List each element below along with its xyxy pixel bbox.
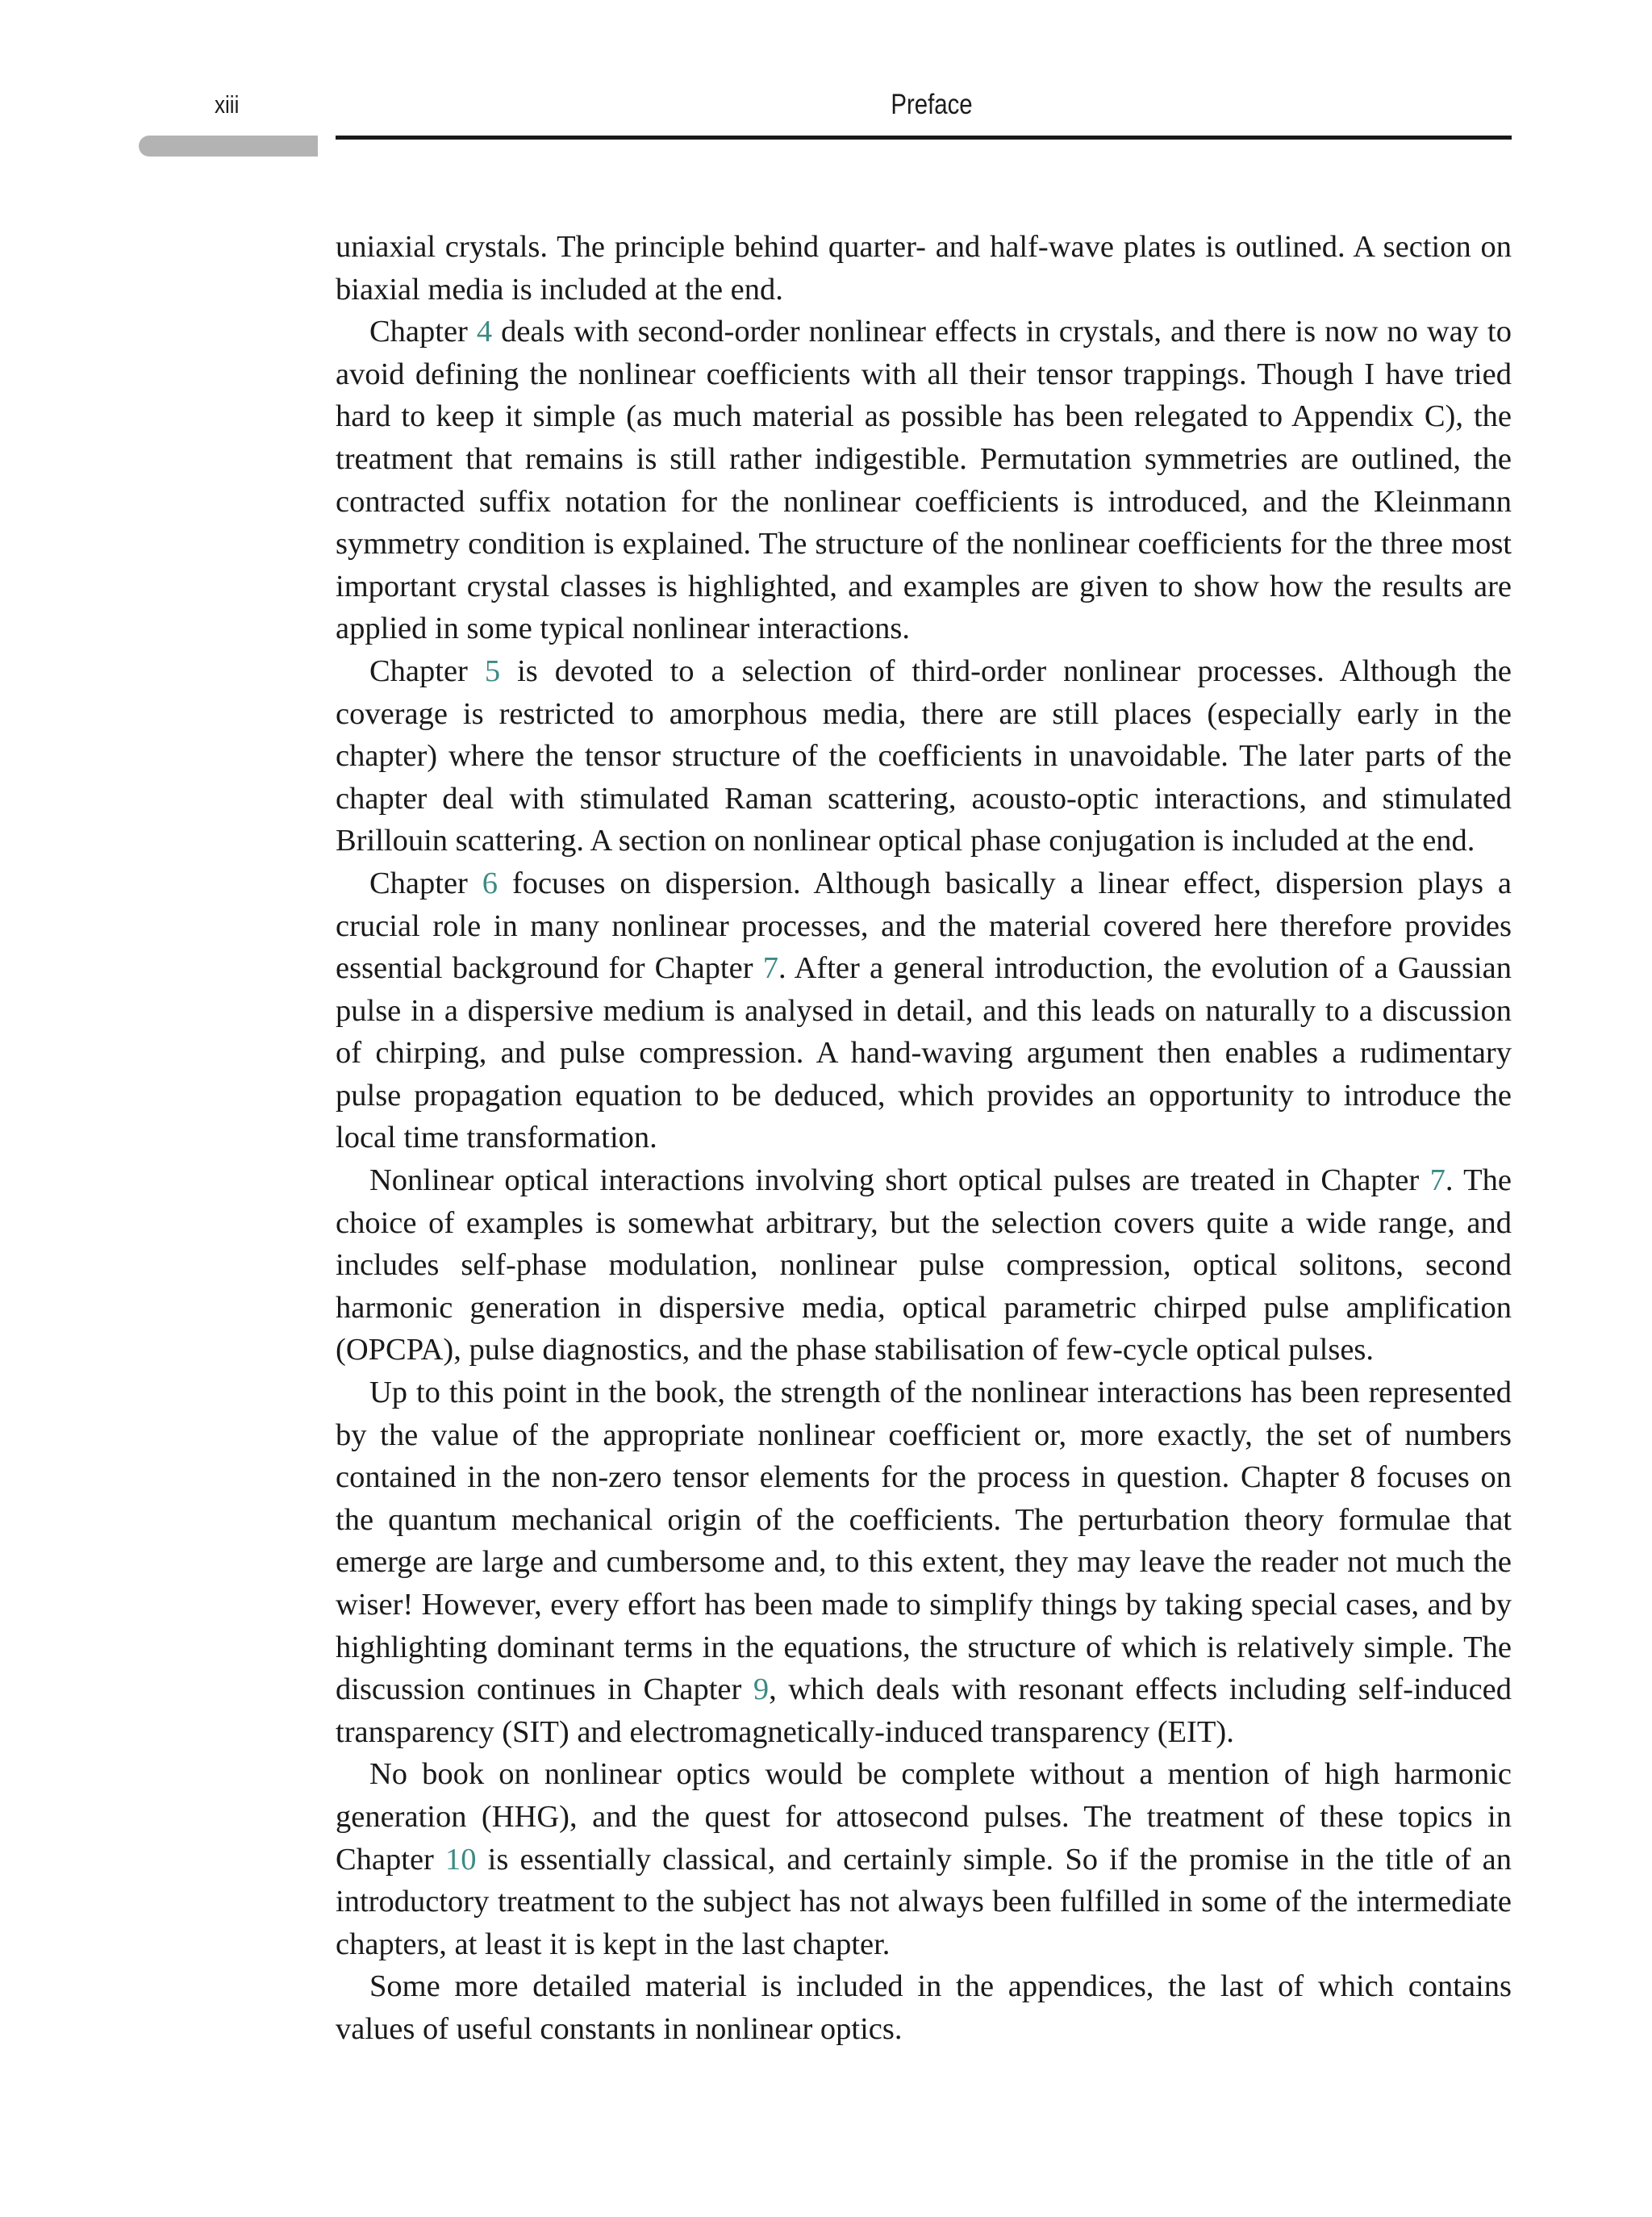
paragraph-4: Chapter 6 focuses on dispersion. Although basically a linear effect, dispersion plays a crucial role in many nonlinear processes, and the material covered here therefore provides essential background for Chapter 7. After a general introduction, the evolution of a Gaussian pulse in a dispersive medium is analysed in detail, and this leads on naturally to a discussion of chirping, and pulse compression. A hand-waving argument then enables a rudimentary pulse propagation equation to be deduced, which provides an opportunity to introduce the local time transformation. [336, 866, 1512, 1155]
chapter-link-4[interactable]: 4 [476, 315, 493, 349]
chapter-link-7b[interactable]: 7 [1429, 1163, 1446, 1198]
header-rule [336, 136, 1512, 140]
chapter-link-7[interactable]: 7 [762, 951, 778, 986]
chapter-link-6[interactable]: 6 [482, 866, 499, 900]
paragraph-1: uniaxial crystals. The principle behind quarter- and half-wave plates is outlined. A section on biaxial media is included at the end. [336, 230, 1512, 307]
paragraph-3: Chapter 5 is devoted to a selection of third-order nonlinear processes. Although the coverage is restricted to amorphous media, there are still places (especially early in the chapter) where the tensor structure of the coefficients in unavoidable. The later parts of the chapter deal with stimulated Raman scattering, acousto-optic interactions, and stimulated Brillouin scattering. A section on nonlinear optical phase conjugation is included at the end. [336, 653, 1512, 858]
paragraph-5: Nonlinear optical interactions involving short optical pulses are treated in Chapter 7. The choice of examples is somewhat arbitrary, but the selection covers quite a wide range, and includes self-phase modulation, nonlinear pulse compression, optical solitons, second harmonic generation in dispersive media, optical parametric chirped pulse amplification (OPCPA), pulse diagnostics, and the phase stabilisation of few-cycle optical pulses. [336, 1163, 1512, 1367]
chapter-link-5[interactable]: 5 [484, 653, 501, 688]
paragraph-2: Chapter 4 deals with second-order nonlinear effects in crystals, and there is now no way to avoid defining the nonlinear coefficients with all their tensor trappings. Though I have tried hard to keep it simple (as much material as possible has been relegated to Appendix C), the treatment that remains is still rather indigestible. Permutation symmetries are outlined, the contracted suffix notation for the nonlinear coefficients is introduced, and the Kleinmann symmetry condition is explained. The structure of the nonlinear coefficients for the three most important crystal classes is highlighted, and examples are given to show how the results are applied in some typical nonlinear interactions. [336, 315, 1512, 646]
paragraph-8: Some more detailed material is included in the appendices, the last of which contains values of useful constants in nonlinear optics. [336, 1969, 1512, 2046]
margin-tab [139, 136, 318, 157]
chapter-link-10[interactable]: 10 [445, 1842, 477, 1877]
paragraph-7: No book on nonlinear optics would be complete without a mention of high harmonic generation (HHG), and the quest for attosecond pulses. The treatment of these topics in Chapter 10 is essentially classical, and certainly simple. So if the promise in the title of an introductory treatment to the subject has not always been fulfilled in some of the intermediate chapters, at least it is kept in the last chapter. [336, 1757, 1512, 1961]
page-number: xiii [215, 90, 240, 119]
running-title: Preface [891, 89, 973, 120]
body-text [336, 226, 1512, 2051]
paragraph-6: Up to this point in the book, the strength of the nonlinear interactions has been represented by the value of the appropriate nonlinear coefficient or, more exactly, the set of numbers contained in the non-zero tensor elements for the process in question. Chapter 8 focuses on the quantum mechanical origin of the coefficients. The perturbation theory formulae that emerge are large and cumbersome and, to this extent, they may leave the reader not much the wiser! However, every effort has been made to simplify things by taking special cases, and by highlighting dominant terms in the equations, the structure of which is relatively simple. The discussion continues in Chapter 9, which deals with resonant effects including self-induced transparency (SIT) and electromagnetically-induced transparency (EIT). [336, 1376, 1512, 1749]
chapter-link-9[interactable]: 9 [753, 1672, 770, 1707]
